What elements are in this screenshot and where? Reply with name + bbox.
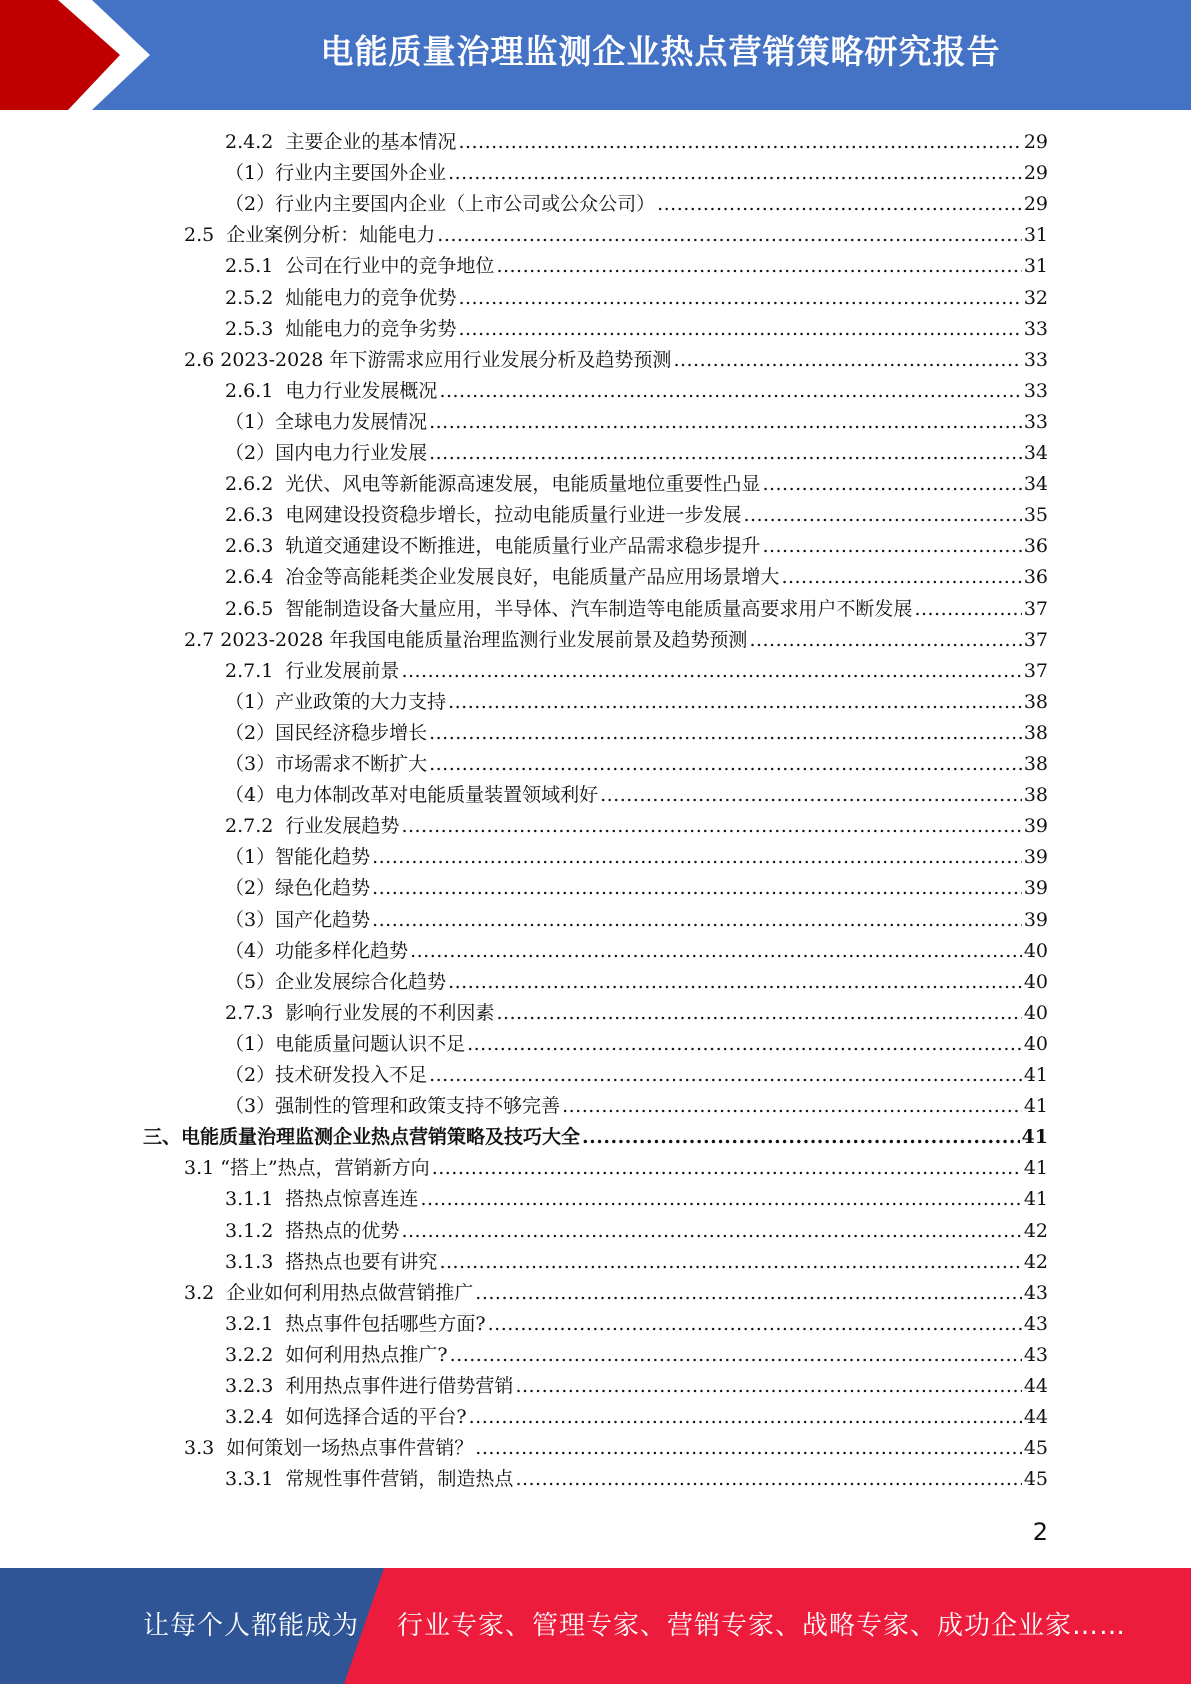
toc-leader-dots xyxy=(469,1402,1022,1433)
toc-leader-dots xyxy=(496,998,1021,1029)
toc-entry-page: 36 xyxy=(1023,535,1048,558)
toc-entry[interactable] xyxy=(225,998,1048,1029)
toc-entry-label: （1）产业政策的大力支持 xyxy=(225,690,447,713)
toc-entry-page: 33 xyxy=(1023,348,1048,371)
toc-entry-page: 41 xyxy=(1023,1095,1048,1118)
toc-entry-label: 3.2.1 热点事件包括哪些方面? xyxy=(225,1312,486,1335)
toc-entry[interactable] xyxy=(225,1464,1048,1495)
toc-leader-dots xyxy=(372,842,1022,873)
toc-entry-page: 34 xyxy=(1023,442,1048,464)
toc-entry[interactable] xyxy=(225,1184,1048,1215)
toc-entry-page: 39 xyxy=(1023,908,1048,931)
toc-leader-dots xyxy=(458,314,1021,345)
toc-leader-dots xyxy=(432,1153,1022,1184)
toc-leader-dots xyxy=(448,158,1022,189)
toc-entry[interactable] xyxy=(225,687,1048,718)
toc-entry[interactable] xyxy=(225,749,1048,780)
toc-entry-label: 2.5.1 公司在行业中的竞争地位 xyxy=(225,255,495,278)
toc-leader-dots xyxy=(515,1371,1021,1402)
toc-entry-label: 2.6.3 轨道交通建设不断推进，电能质量行业产品需求稳步提升 xyxy=(225,535,761,558)
toc-entry-page: 36 xyxy=(1023,566,1048,589)
toc-leader-dots xyxy=(439,1247,1021,1278)
toc-entry-label: 2.7.1 行业发展前景 xyxy=(225,659,400,682)
toc-leader-dots xyxy=(582,1122,1020,1153)
toc-entry[interactable] xyxy=(184,625,1048,656)
toc-entry-label: （2）行业内主要国内企业（上市公司或公众公司） xyxy=(225,193,656,216)
toc-entry[interactable] xyxy=(184,220,1048,251)
toc-entry[interactable] xyxy=(225,1247,1048,1278)
toc-entry[interactable] xyxy=(143,1122,1048,1153)
toc-entry-label: 2.6.4 冶金等高能耗类企业发展良好，电能质量产品应用场景增大 xyxy=(225,566,780,589)
toc-entry-page: 33 xyxy=(1023,410,1048,433)
toc-entry[interactable] xyxy=(225,1309,1048,1340)
toc-entry-label: 2.5.3 灿能电力的竞争劣势 xyxy=(225,317,457,340)
toc-entry[interactable] xyxy=(225,500,1048,531)
toc-entry-page: 40 xyxy=(1023,1032,1048,1055)
toc-leader-dots xyxy=(467,1029,1022,1060)
toc-entry[interactable] xyxy=(225,531,1048,562)
toc-leader-dots xyxy=(475,1433,1022,1464)
toc-leader-dots xyxy=(475,1278,1022,1309)
toc-entry[interactable] xyxy=(225,469,1048,500)
toc-entry-page: 45 xyxy=(1023,1468,1048,1491)
toc-entry[interactable] xyxy=(225,1371,1048,1402)
toc-entry-label: （2）绿色化趋势 xyxy=(225,877,371,900)
toc-entry-label: 3.1.2 搭热点的优势 xyxy=(225,1219,400,1242)
report-title: 电能质量治理监测企业热点营销策略研究报告 xyxy=(320,32,1001,71)
toc-entry-page: 39 xyxy=(1023,815,1048,838)
toc-leader-dots xyxy=(762,531,1021,562)
toc-entry-page: 41 xyxy=(1021,1126,1048,1149)
toc-entry-label: （2）国内电力行业发展 xyxy=(225,442,428,464)
toc-entry-label: 2.7 2023-2028 年我国电能质量治理监测行业发展前景及趋势预测 xyxy=(184,628,748,651)
footer-slogan-left: 让每个人都能成为 xyxy=(143,1611,360,1641)
toc-entry-label: （1）电能质量问题认识不足 xyxy=(225,1032,466,1055)
toc-entry-page: 44 xyxy=(1023,1406,1048,1429)
toc-leader-dots xyxy=(429,1060,1022,1091)
toc-leader-dots xyxy=(372,905,1022,936)
toc-entry-label: （1）行业内主要国外企业 xyxy=(225,162,447,185)
toc-entry[interactable] xyxy=(225,842,1048,873)
toc-entry-page: 44 xyxy=(1023,1375,1048,1397)
page-header xyxy=(0,0,1191,110)
toc-leader-dots xyxy=(762,469,1021,500)
toc-entry-page: 40 xyxy=(1023,1001,1048,1024)
toc-entry[interactable] xyxy=(184,345,1048,376)
toc-entry-label: 3.3 如何策划一场热点事件营销？ xyxy=(184,1437,474,1460)
toc-entry-page: 40 xyxy=(1023,970,1048,993)
toc-entry-label: （1）智能化趋势 xyxy=(225,846,371,869)
toc-entry[interactable] xyxy=(225,718,1048,749)
toc-entry[interactable] xyxy=(225,1340,1048,1371)
toc-entry[interactable] xyxy=(225,780,1048,811)
toc-leader-dots xyxy=(488,1309,1022,1340)
toc-leader-dots xyxy=(448,967,1022,998)
toc-entry[interactable] xyxy=(225,314,1048,345)
toc-entry-label: 2.5.2 灿能电力的竞争优势 xyxy=(225,286,457,309)
toc-entry-label: （3）国产化趋势 xyxy=(225,908,371,931)
toc-entry[interactable] xyxy=(225,811,1048,842)
toc-entry[interactable] xyxy=(225,1060,1048,1091)
toc-entry-page: 45 xyxy=(1023,1437,1048,1460)
toc-leader-dots xyxy=(458,127,1021,158)
toc-leader-dots xyxy=(401,811,1021,842)
toc-entry[interactable] xyxy=(225,1091,1048,1122)
toc-leader-dots xyxy=(496,251,1021,282)
toc-entry[interactable] xyxy=(225,407,1048,438)
toc-entry-page: 33 xyxy=(1023,317,1048,340)
toc-entry-page: 35 xyxy=(1023,504,1048,527)
toc-leader-dots xyxy=(515,1464,1021,1495)
page-number: 2 xyxy=(1032,1518,1048,1546)
toc-entry-label: 2.5 企业案例分析：灿能电力 xyxy=(184,224,436,247)
toc-entry[interactable] xyxy=(225,127,1048,158)
toc-entry-label: （3）强制性的管理和政策支持不够完善 xyxy=(225,1095,561,1118)
toc-entry-page: 38 xyxy=(1023,721,1048,744)
toc-entry-page: 31 xyxy=(1023,224,1048,247)
toc-entry[interactable] xyxy=(184,1278,1048,1309)
toc-leader-dots xyxy=(429,749,1022,780)
toc-entry-page: 40 xyxy=(1023,939,1048,962)
toc-leader-dots xyxy=(914,594,1021,625)
toc-entry-page: 42 xyxy=(1023,1219,1048,1242)
toc-leader-dots xyxy=(420,1184,1021,1215)
toc-leader-dots xyxy=(743,500,1021,531)
toc-leader-dots xyxy=(401,656,1021,687)
toc-entry-page: 41 xyxy=(1023,1188,1048,1211)
toc-entry-page: 43 xyxy=(1023,1312,1048,1335)
toc-entry-page: 39 xyxy=(1023,877,1048,900)
toc-entry-page: 29 xyxy=(1023,193,1048,216)
toc-entry-page: 43 xyxy=(1023,1343,1048,1366)
toc-entry-label: （2）国民经济稳步增长 xyxy=(225,721,428,744)
toc-entry[interactable] xyxy=(225,158,1048,189)
toc-leader-dots xyxy=(448,687,1022,718)
toc-entry-page: 34 xyxy=(1023,473,1048,496)
footer-slogan-right: 行业专家、管理专家、营销专家、战略专家、成功企业家…… xyxy=(397,1611,1127,1641)
toc-entry-page: 38 xyxy=(1023,753,1048,775)
toc-entry[interactable] xyxy=(225,283,1048,314)
toc-entry-label: （1）全球电力发展情况 xyxy=(225,410,428,433)
toc-entry[interactable] xyxy=(184,1433,1048,1464)
toc-entry[interactable] xyxy=(225,1216,1048,1247)
page-footer xyxy=(0,1568,1191,1684)
toc-entry-label: 2.6.3 电网建设投资稳步增长，拉动电能质量行业进一步发展 xyxy=(225,504,742,527)
toc-entry-label: 2.4.2 主要企业的基本情况 xyxy=(225,131,457,153)
toc-entry[interactable] xyxy=(225,251,1048,282)
toc-leader-dots xyxy=(600,780,1022,811)
toc-entry-page: 39 xyxy=(1023,846,1048,869)
toc-entry-page: 37 xyxy=(1023,597,1048,620)
toc-leader-dots xyxy=(429,438,1022,469)
toc-entry-page: 29 xyxy=(1023,131,1048,153)
toc-entry-label: 3.1.1 搭热点惊喜连连 xyxy=(225,1188,419,1211)
toc-entry-page: 41 xyxy=(1023,1157,1048,1180)
toc-leader-dots xyxy=(401,1216,1021,1247)
toc-entry-page: 37 xyxy=(1023,659,1048,682)
toc-entry-page: 43 xyxy=(1023,1281,1048,1304)
toc-entry-page: 37 xyxy=(1023,628,1048,651)
toc-leader-dots xyxy=(781,562,1021,593)
toc-leader-dots xyxy=(410,936,1022,967)
toc-leader-dots xyxy=(429,407,1022,438)
toc-leader-dots xyxy=(437,220,1022,251)
toc-entry-label: 2.6.1 电力行业发展概况 xyxy=(225,379,438,402)
toc-entry-label: （4）功能多样化趋势 xyxy=(225,939,409,962)
toc-leader-dots xyxy=(450,1340,1022,1371)
toc-entry[interactable] xyxy=(225,438,1048,469)
toc-entry-label: 3.2 企业如何利用热点做营销推广 xyxy=(184,1281,474,1304)
toc-entry-label: （5）企业发展综合化趋势 xyxy=(225,970,447,993)
toc-entry-label: 2.6 2023-2028 年下游需求应用行业发展分析及趋势预测 xyxy=(184,348,672,371)
toc-entry-label: 2.6.5 智能制造设备大量应用，半导体、汽车制造等电能质量高要求用户不断发展 xyxy=(225,597,913,620)
toc-entry-page: 32 xyxy=(1023,286,1048,309)
toc-entry-label: 3.2.4 如何选择合适的平台? xyxy=(225,1406,467,1429)
toc-entry-page: 31 xyxy=(1023,255,1048,278)
toc-entry-label: 3.2.3 利用热点事件进行借势营销 xyxy=(225,1375,514,1397)
toc-entry[interactable] xyxy=(225,376,1048,407)
toc-entry[interactable] xyxy=(225,656,1048,687)
toc-entry-label: 2.6.2 光伏、风电等新能源高速发展，电能质量地位重要性凸显 xyxy=(225,473,761,496)
toc-leader-dots xyxy=(372,873,1022,904)
toc-entry-label: 3.1.3 搭热点也要有讲究 xyxy=(225,1250,438,1273)
toc-entry[interactable] xyxy=(225,1402,1048,1433)
toc-entry-label: 3.3.1 常规性事件营销，制造热点 xyxy=(225,1468,514,1491)
toc-entry-label: 3.1 “搭上”热点，营销新方向 xyxy=(184,1157,430,1180)
toc-leader-dots xyxy=(458,283,1021,314)
toc-leader-dots xyxy=(673,345,1021,376)
toc-entry[interactable] xyxy=(225,594,1048,625)
toc-entry-page: 29 xyxy=(1023,162,1048,185)
toc-entry-label: 2.7.2 行业发展趋势 xyxy=(225,815,400,838)
toc-entry-page: 42 xyxy=(1023,1250,1048,1273)
toc-leader-dots xyxy=(749,625,1021,656)
toc-entry[interactable] xyxy=(225,905,1048,936)
toc-entry[interactable] xyxy=(225,967,1048,998)
toc-entry-page: 38 xyxy=(1023,784,1048,807)
toc-entry-label: （2）技术研发投入不足 xyxy=(225,1064,428,1086)
toc-entry-label: 三、电能质量治理监测企业热点营销策略及技巧大全 xyxy=(143,1126,581,1149)
toc-entry-label: 2.7.3 影响行业发展的不利因素 xyxy=(225,1001,495,1024)
toc-entry-page: 41 xyxy=(1023,1064,1048,1086)
toc-leader-dots xyxy=(429,718,1022,749)
toc-leader-dots xyxy=(657,189,1022,220)
toc-entry-label: （3）市场需求不断扩大 xyxy=(225,753,428,775)
toc-leader-dots xyxy=(439,376,1021,407)
toc-entry[interactable] xyxy=(225,1029,1048,1060)
toc-entry[interactable] xyxy=(225,873,1048,904)
toc-leader-dots xyxy=(562,1091,1022,1122)
toc-entry-page: 33 xyxy=(1023,379,1048,402)
toc-entry[interactable] xyxy=(225,189,1048,220)
toc-entry-page: 38 xyxy=(1023,690,1048,713)
toc-entry[interactable] xyxy=(225,562,1048,593)
toc-entry[interactable] xyxy=(184,1153,1048,1184)
toc-entry-label: （4）电力体制改革对电能质量装置领域利好 xyxy=(225,784,599,807)
toc-entry[interactable] xyxy=(225,936,1048,967)
toc-entry-label: 3.2.2 如何利用热点推广? xyxy=(225,1343,448,1366)
